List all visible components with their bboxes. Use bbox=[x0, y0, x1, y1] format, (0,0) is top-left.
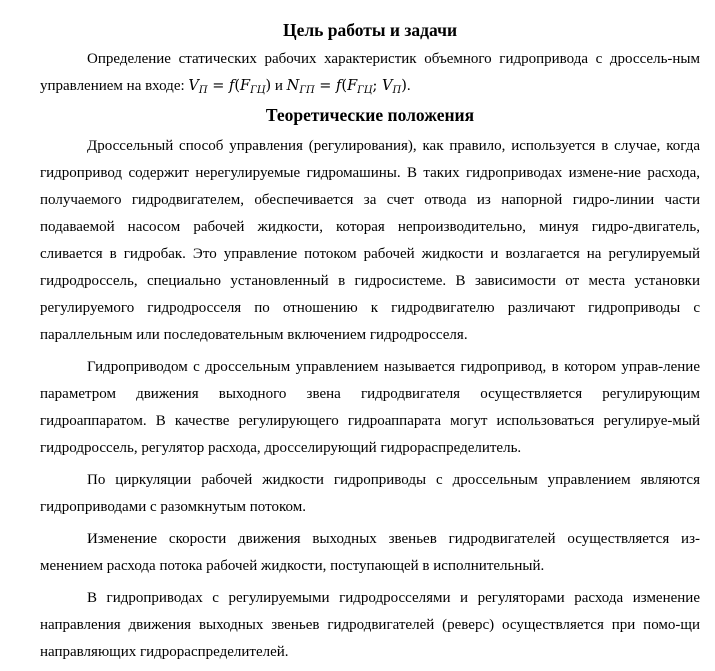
formula-power bbox=[287, 78, 407, 94]
formula-velocity bbox=[188, 78, 271, 94]
formula-paren: ( bbox=[341, 78, 348, 94]
formula-operator: = bbox=[207, 78, 229, 94]
theory-paragraph-5: В гидроприводах с регулируемыми гидродросселями и регуляторами расхода изменение направления движения выходных звеньев гидродвигателей (реверс) осуществляется при помо-щи направляющих гидрораспределителей. bbox=[40, 590, 700, 660]
formula-function: f bbox=[336, 78, 342, 94]
goal-text: Определение статических рабочих характеристик объемного гидропривода с дроссель-ным управлением на входе: bbox=[40, 51, 700, 94]
document-page bbox=[40, 18, 700, 671]
formula-operator: = bbox=[314, 78, 337, 94]
theory-paragraph-1: Дроссельный способ управления (регулирования), как правило, используется в случае, когда гидропривод содержит нерегулируемые гидромашины. В таких гидроприводах измене-ние расхода, получаемого гидродвигателем, обеспечивается за счет отвода из напорной гидро-линии части подаваемой насосом рабочей жидкости, которая непроизводительно, минуя гидро-двигатель, сливается в гидробак. Это управление потоком рабочей жидкости и возлагается на регулируемый гидродроссель, специально установленный в гидросистеме. В зависимости от места установки регулируемого гидродросселя по отношению к гидродвигателю различают гидроприводы с параллельным или последовательным включением гидродросселя. bbox=[40, 138, 700, 343]
goal-end: . bbox=[406, 78, 411, 94]
formula-symbol: V bbox=[382, 78, 393, 94]
formula-symbol: N bbox=[286, 78, 300, 94]
formula-subscript: П bbox=[392, 85, 402, 96]
goal-paragraph bbox=[40, 46, 700, 100]
theory-paragraph-3: По циркуляции рабочей жидкости гидроприводы с дроссельным управлением являются гидроприводами с разомкнутым потоком. bbox=[40, 472, 700, 515]
formula-separator: ; bbox=[372, 78, 382, 94]
formula-symbol: F bbox=[347, 78, 358, 94]
formula-subscript: П bbox=[198, 85, 208, 96]
formula-symbol: V bbox=[188, 78, 199, 94]
formula-paren: ) bbox=[401, 78, 407, 94]
formula-symbol: F bbox=[240, 78, 251, 94]
theory-paragraph-2: Гидроприводом с дроссельным управлением называется гидропривод, в котором управ-ление параметром движения выходного звена гидродвигателя осуществляется регулирующим гидроаппаратом. В качестве регулирующего гидроаппарата могут использоваться регулируе-мый гидродроссель, регулятор расхода, дросселирующий гидрораспределитель. bbox=[40, 359, 700, 456]
heading-theory: Теоретические положения bbox=[265, 105, 475, 125]
heading-goal: Цель работы и задачи bbox=[282, 20, 458, 40]
formula-function: f bbox=[228, 78, 235, 94]
formula-paren: ) bbox=[265, 78, 272, 94]
formula-paren: ( bbox=[234, 78, 241, 94]
formula-subscript: ГЦ bbox=[250, 85, 266, 96]
formula-subscript: ГЦ bbox=[357, 85, 373, 96]
goal-conjunction: и bbox=[271, 78, 287, 94]
theory-paragraph-4: Изменение скорости движения выходных звеньев гидродвигателей осуществляется из-менением расхода потока рабочей жидкости, поступающей в исполнительный. bbox=[40, 531, 700, 574]
formula-subscript: ГП bbox=[299, 85, 315, 96]
